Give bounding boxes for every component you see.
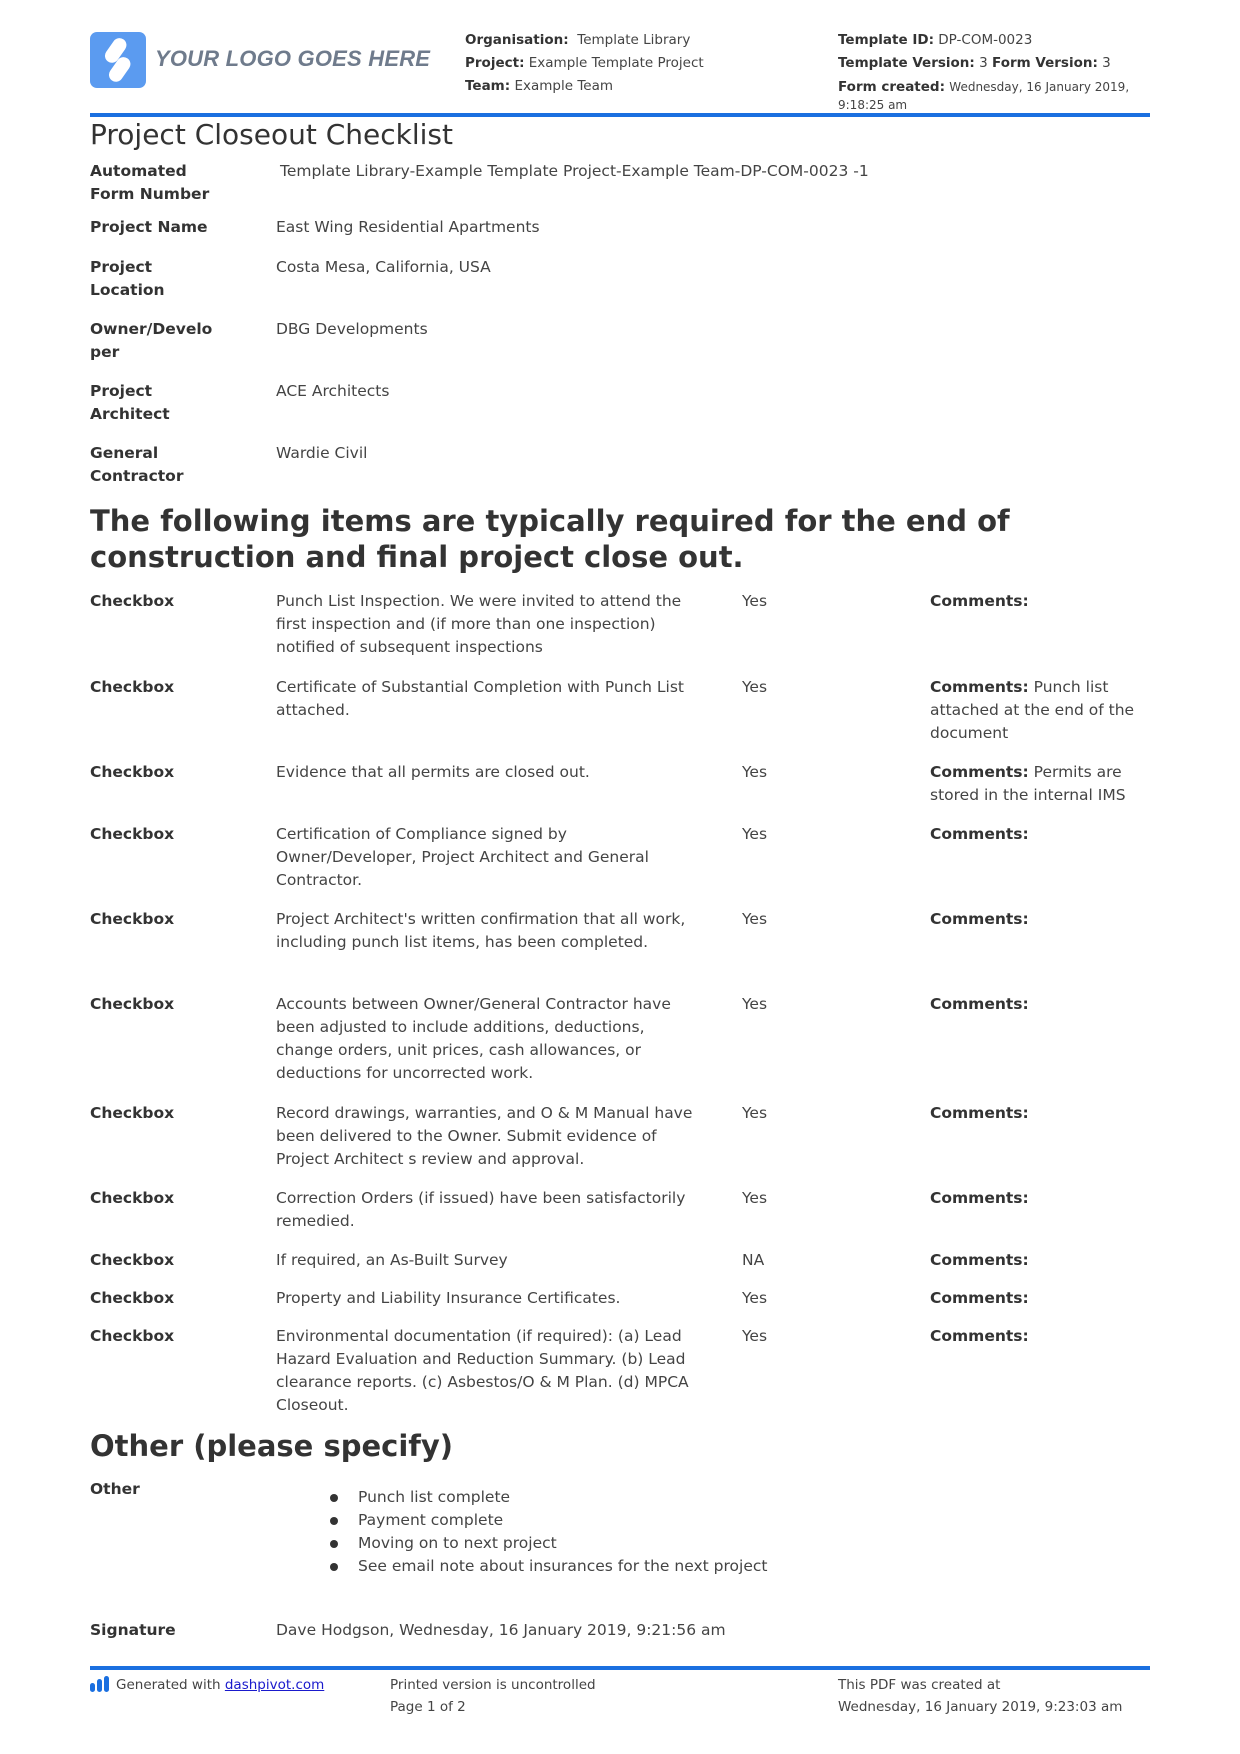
- checklist-row-comments: [930, 1325, 1145, 1348]
- checklist-row-comments: [930, 1249, 1145, 1272]
- signature-value: Dave Hodgson, Wednesday, 16 January 2019, 9:21:56 am: [276, 1621, 726, 1639]
- header-divider: [90, 113, 1150, 117]
- comments-label: Comments:: [930, 825, 1029, 843]
- checklist-row-comments: [930, 1287, 1145, 1310]
- checklist-row-answer: Yes: [742, 1327, 768, 1345]
- checklist-row-description: Certificate of Substantial Completion with Punch List attached.: [276, 678, 685, 719]
- checklist-row-comments: [930, 590, 1145, 613]
- checklist-row-answer: Yes: [742, 1289, 768, 1307]
- checklist-row-comments: [930, 823, 1145, 846]
- checklist-heading: The following items are typically required for the end of construction and final project close out.: [90, 504, 1010, 574]
- field-value-general-contractor: Wardie Civil: [276, 444, 368, 462]
- field-label-project-location: Project Location: [90, 258, 165, 299]
- field-label-owner-developer: Owner/Developer: [90, 320, 213, 361]
- checklist-row-description: If required, an As-Built Survey: [276, 1251, 508, 1269]
- header-project-info: [465, 29, 704, 98]
- project-value: Example Template Project: [528, 55, 704, 71]
- dashpivot-icon: [90, 1676, 110, 1699]
- page-title: Project Closeout Checklist: [90, 118, 453, 151]
- bullet-icon: [330, 1517, 338, 1525]
- checklist-row-label: Checkbox: [90, 995, 175, 1013]
- checklist-row-comments: [930, 1102, 1145, 1125]
- page-number: Page 1 of 2: [390, 1699, 466, 1715]
- checklist-row-label: Checkbox: [90, 825, 175, 843]
- header-template-info: [838, 29, 1148, 114]
- checklist-row-answer: Yes: [742, 763, 768, 781]
- checklist-row-answer: Yes: [742, 1104, 768, 1122]
- checklist-row-answer: Yes: [742, 910, 768, 928]
- footer-generated: [90, 1674, 324, 1699]
- pdf-created-value: Wednesday, 16 January 2019, 9:23:03 am: [838, 1699, 1123, 1715]
- checklist-row-label: Checkbox: [90, 1327, 175, 1345]
- comments-label: Comments:: [930, 678, 1029, 696]
- checklist-row-label: Checkbox: [90, 1289, 175, 1307]
- comments-label: Comments:: [930, 1327, 1029, 1345]
- comments-value: Punch list attached at the end of the document: [930, 678, 1135, 742]
- logo-icon: [90, 32, 146, 88]
- form-version-value: 3: [1102, 55, 1111, 71]
- comments-label: Comments:: [930, 1104, 1029, 1122]
- comments-value: Permits are stored in the internal IMS: [930, 763, 1126, 804]
- footer-page-info: [390, 1674, 596, 1718]
- checklist-row-comments: [930, 993, 1145, 1016]
- list-item: Punch list complete: [330, 1486, 767, 1509]
- generated-with-text: Generated with: [116, 1677, 221, 1693]
- checklist-row-label: Checkbox: [90, 592, 175, 610]
- team-label: Team:: [465, 78, 511, 94]
- template-version-label: Template Version:: [838, 55, 975, 71]
- dashpivot-link[interactable]: dashpivot.com: [224, 1677, 325, 1693]
- checklist-row-label: Checkbox: [90, 910, 175, 928]
- checklist-row-comments: [930, 908, 1145, 931]
- pdf-created-label: This PDF was created at: [838, 1677, 1001, 1693]
- checklist-row-answer: Yes: [742, 995, 768, 1013]
- checklist-row-comments: [930, 1187, 1145, 1210]
- list-item: See email note about insurances for the next project: [330, 1555, 767, 1578]
- field-label-form-number: Automated Form Number: [90, 162, 210, 203]
- signature-label: Signature: [90, 1621, 176, 1639]
- checklist-row-label: Checkbox: [90, 678, 175, 696]
- bullet-icon: [330, 1494, 338, 1502]
- checklist-row-label: Checkbox: [90, 1251, 175, 1269]
- footer-divider: [90, 1666, 1150, 1670]
- checklist-row-description: Punch List Inspection. We were invited to attend the first inspection and (if more than one inspection) notified of subsequent inspections: [276, 592, 682, 656]
- list-item: Payment complete: [330, 1509, 767, 1532]
- form-version-label: Form Version:: [992, 55, 1098, 71]
- checklist-row-description: Environmental documentation (if required): (a) Lead Hazard Evaluation and Reduction Summary. (b) Lead clearance reports. (c) Asbestos/O & M Plan. (d) MPCA Closeout.: [276, 1327, 689, 1414]
- checklist-row-answer: NA: [742, 1251, 765, 1269]
- team-value: Example Team: [514, 78, 613, 94]
- field-value-project-name: East Wing Residential Apartments: [276, 218, 540, 236]
- checklist-row-answer: Yes: [742, 678, 768, 696]
- field-label-project-name: Project Name: [90, 218, 208, 236]
- uncontrolled-notice: Printed version is uncontrolled: [390, 1677, 596, 1693]
- form-created-value: Wednesday, 16 January 2019,: [949, 80, 1130, 94]
- checklist-row-description: Accounts between Owner/General Contractor have been adjusted to include additions, deductions, change orders, unit prices, cash allowances, or deductions for uncorrected work.: [276, 995, 671, 1082]
- checklist-row-answer: Yes: [742, 592, 768, 610]
- comments-label: Comments:: [930, 1289, 1029, 1307]
- checklist-row-label: Checkbox: [90, 1104, 175, 1122]
- footer-pdf-created: [838, 1674, 1122, 1718]
- comments-label: Comments:: [930, 1251, 1029, 1269]
- bullet-icon: [330, 1563, 338, 1571]
- form-created-time: 9:18:25 am: [838, 98, 908, 112]
- checklist-row-label: Checkbox: [90, 763, 175, 781]
- template-version-value: 3: [979, 55, 988, 71]
- checklist-row-comments: [930, 761, 1145, 807]
- checklist-row-description: Certification of Compliance signed by Owner/Developer, Project Architect and General Contractor.: [276, 825, 649, 889]
- comments-label: Comments:: [930, 995, 1029, 1013]
- field-label-project-architect: Project Architect: [90, 382, 170, 423]
- comments-label: Comments:: [930, 1189, 1029, 1207]
- template-id-value: DP-COM-0023: [938, 32, 1033, 48]
- checklist-row-description: Correction Orders (if issued) have been satisfactorily remedied.: [276, 1189, 686, 1230]
- checklist-row-answer: Yes: [742, 825, 768, 843]
- field-value-form-number: Template Library-Example Template Project-Example Team-DP-COM-0023 -1: [280, 162, 869, 180]
- organisation-value: Template Library: [577, 32, 691, 48]
- comments-label: Comments:: [930, 910, 1029, 928]
- field-label-general-contractor: General Contractor: [90, 444, 184, 485]
- form-created-label: Form created:: [838, 79, 945, 95]
- organisation-label: Organisation:: [465, 32, 569, 48]
- project-label: Project:: [465, 55, 525, 71]
- logo-text: YOUR LOGO GOES HERE: [155, 46, 431, 71]
- template-id-label: Template ID:: [838, 32, 934, 48]
- other-list: [330, 1486, 767, 1578]
- checklist-row-description: Project Architect's written confirmation that all work, including punch list items, has been completed.: [276, 910, 686, 951]
- field-value-owner-developer: DBG Developments: [276, 320, 428, 338]
- checklist-row-answer: Yes: [742, 1189, 768, 1207]
- checklist-row-description: Evidence that all permits are closed out.: [276, 763, 590, 781]
- checklist-row-label: Checkbox: [90, 1189, 175, 1207]
- other-label: Other: [90, 1480, 140, 1498]
- other-heading: Other (please specify): [90, 1429, 454, 1463]
- checklist-row-description: Property and Liability Insurance Certificates.: [276, 1289, 621, 1307]
- field-value-project-architect: ACE Architects: [276, 382, 390, 400]
- comments-label: Comments:: [930, 592, 1029, 610]
- checklist-row-description: Record drawings, warranties, and O & M Manual have been delivered to the Owner. Submit evidence of Project Architect s review and approval.: [276, 1104, 693, 1168]
- checklist-row-comments: [930, 676, 1145, 745]
- field-value-project-location: Costa Mesa, California, USA: [276, 258, 491, 276]
- comments-label: Comments:: [930, 763, 1029, 781]
- list-item: Moving on to next project: [330, 1532, 767, 1555]
- bullet-icon: [330, 1540, 338, 1548]
